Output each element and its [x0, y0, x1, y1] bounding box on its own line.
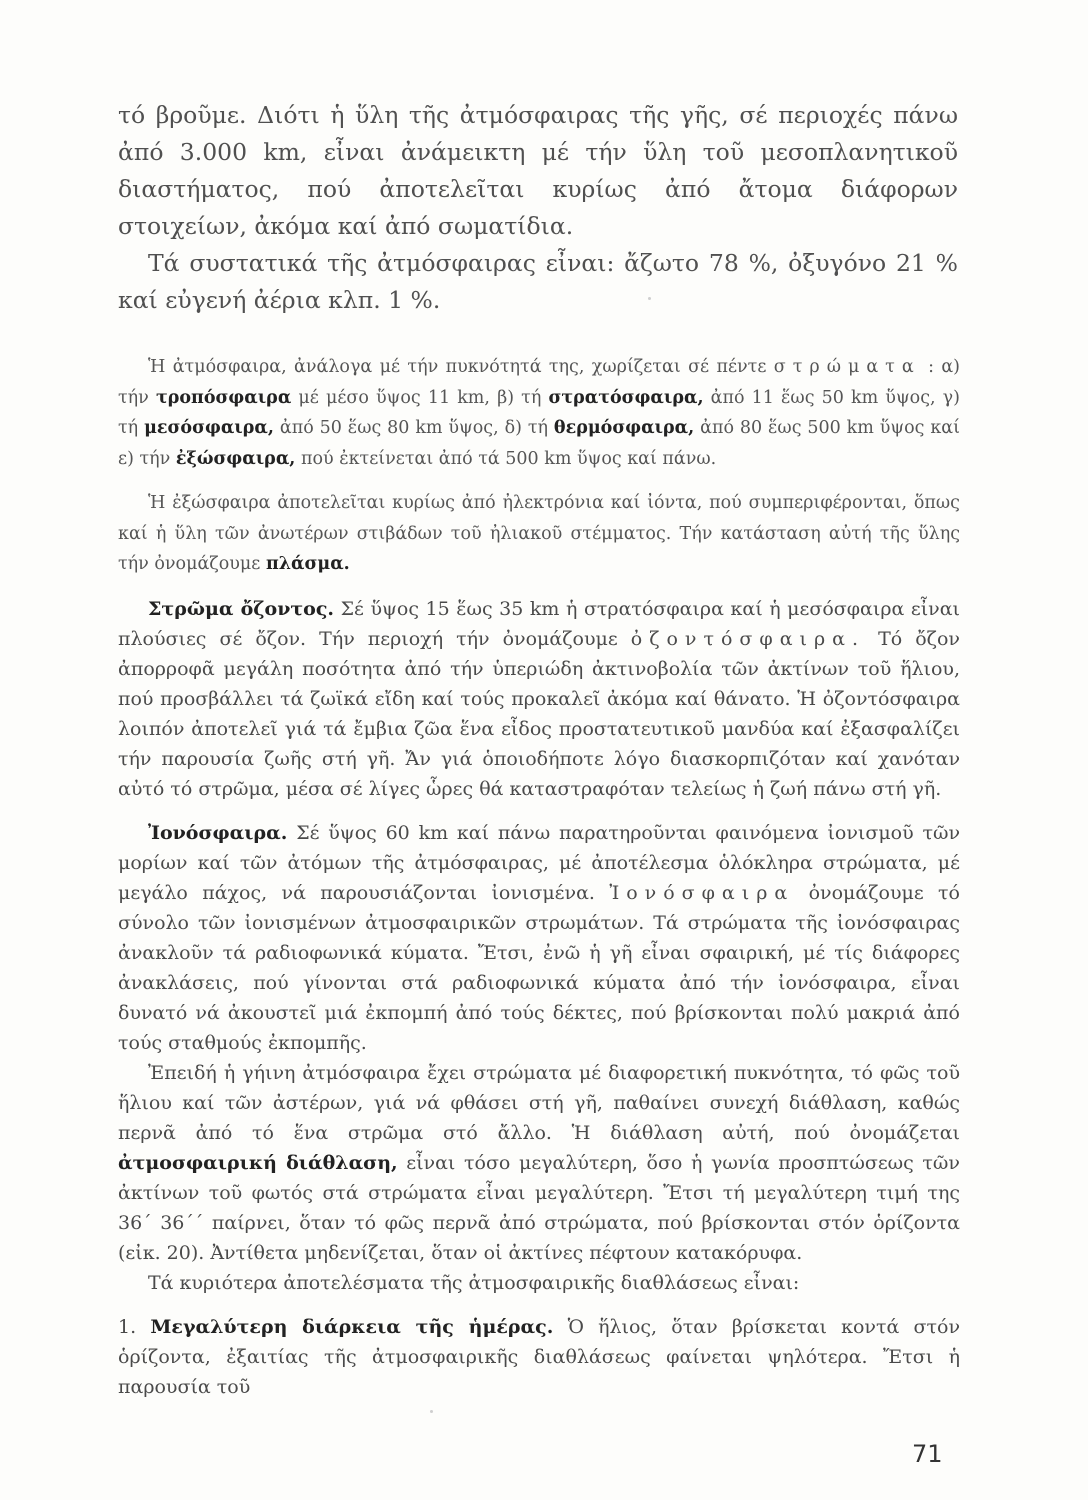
ionosphere-term: Ἰονόσφαιρα — [609, 881, 795, 904]
effect-1-heading: Μεγαλύτερη διάρκεια τῆς ἡμέρας. — [150, 1315, 554, 1338]
exosphere-paragraph: Ἡ ἐξώσφαιρα ἀποτελεῖται κυρίως ἀπό ἠλεκτρόνια καί ἰόντα, πού συμπεριφέρονται, ὅπως καί ἡ ὕλη τῶν ἀνωτέρων στιβάδων τοῦ ἠλιακοῦ στέμματος. Τήν κατάσταση αὐτή τῆς ὕλης τήν ὀνομάζουμε πλάσμα. — [118, 493, 960, 574]
plasma-term: πλάσμα. — [265, 554, 350, 574]
effects-intro: Τά κυριότερα ἀποτελέσματα τῆς ἀτμοσφαιρικῆς διαθλάσεως εἶναι: — [148, 1271, 800, 1294]
exosphere-term: ἐξώσφαιρα, — [175, 448, 296, 469]
composition-paragraph: Τά συστατικά τῆς ἀτμόσφαιρας εἶναι: ἄζωτο 78 %, ὀξυγόνο 21 % καί εὐγενή ἀέρια κλπ. 1 %. — [118, 249, 958, 314]
scan-speck — [430, 1410, 433, 1413]
strata-term: στρώματα — [773, 357, 921, 377]
ozone-paragraph: Στρῶμα ὄζοντος. Σέ ὕψος 15 ἕως 35 km ἡ στρατόσφαιρα καί ἡ μεσόσφαιρα εἶναι πλούσιες σέ ὄζον. Τήν περιοχή τήν ὀνομάζουμε ὀζοντόσφαιρα. Τό ὄζον ἀπορροφᾶ μεγάλη ποσότητα ἀπό τήν ὑπεριώδη ἀκτινοβολία τῶν ἀκτίνων τοῦ ἥλιου, πού προσβάλλει τά ζωϊκά εἴδη καί τούς προκαλεῖ ἀκόμα καί θάνατο. Ἡ ὀζοντόσφαιρα λοιπόν ἀποτελεῖ γιά τά ἔμβια ζῶα ἕνα εἶδος προστατευτικοῦ μανδύα καί ἐξασφαλίζει τήν παρουσία ζωῆς στή γῆ. Ἄν γιά ὁποιοδήποτε λόγο διασκορπιζόταν καί χανόταν αὐτό τό στρῶμα, μέσα σέ λίγες ὧρες θά καταστραφόταν τελείως ἡ ζωή πάνω στή γῆ. — [118, 597, 961, 800]
main-text — [118, 352, 960, 1402]
refraction-term: ἀτμοσφαιρική διάθλαση, — [118, 1151, 398, 1174]
refraction-paragraph: Ἐπειδή ἡ γήινη ἀτμόσφαιρα ἔχει στρώματα μέ διαφορετική πυκνότητα, τό φῶς τοῦ ἥλιου καί τῶν ἀστέρων, γιά νά φθάσει στή γῆ, παθαίνει συνεχή διάθλαση, καθώς περνᾶ ἀπό τό ἕνα στρῶμα στό ἄλλο. Ἡ διάθλαση αὐτή, πού ὀνομάζεται ἀτμοσφαιρική διάθλαση, εἶναι τόσο μεγαλύτερη, ὅσο ἡ γωνία προσπτώσεως τῶν ἀκτίνων τοῦ φωτός στά στρώματα εἶναι μεγαλύτερη. Ἔτσι τή μεγαλύτερη τιμή της 36΄ 36΄΄ παίρνει, ὅταν τό φῶς περνᾶ ἀπό στρώματα, πού βρίσκονται στόν ὁρίζοντα (εἰκ. 20). Ἀντίθετα μηδενίζεται, ὅταν οἱ ἀκτίνες πέφτουν κατακόρυφα. — [118, 1061, 960, 1264]
intro-section — [118, 97, 958, 319]
ionosphere-paragraph: Ἰονόσφαιρα. Σέ ὕψος 60 km καί πάνω παρατηροῦνται φαινόμενα ἰονισμοῦ τῶν μορίων καί τῶν ἀτόμων τῆς ἀτμόσφαιρας, μέ ἀποτέλεσμα ὁλόκληρα στρώματα, μέ μεγάλο πάχος, νά παρουσιάζονται ἰονισμένα. Ἰονόσφαιρα ὀνομάζουμε τό σύνολο τῶν ἰονισμένων ἀτμοσφαιρικῶν στρωμάτων. Τά στρώματα τῆς ἰονόσφαιρας ἀνακλοῦν τά ραδιοφωνικά κύματα. Ἔτσι, ἐνῶ ἡ γῆ εἶναι σφαιρική, μέ τίς διάφορες ἀνακλάσεις, πού γίνονται στά ραδιοφωνικά κύματα ἀπό τήν ἰονόσφαιρα, εἶναι δυνατό νά ἀκουστεῖ μιά ἐκπομπή ἀπό τούς δέκτες, πού βρίσκονται πολύ μακριά ἀπό τούς σταθμούς ἐκπομπῆς. — [118, 821, 961, 1054]
ozone-heading: Στρῶμα ὄζοντος. — [148, 597, 335, 620]
layers-paragraph: Ἡ ἀτμόσφαιρα, ἀνάλογα μέ τήν πυκνότητά της, χωρίζεται σέ πέντε στρώματα : α) τήν τροπόσφαιρα μέ μέσο ὕψος 11 km, β) τή στρατόσφαιρα, ἀπό 11 ἕως 50 km ὕψος, γ) τή μεσόσφαιρα, ἀπό 50 ἕως 80 km ὕψος, δ) τή θερμόσφαιρα, ἀπό 80 ἕως 500 km ὕψος καί ε) τήν ἐξώσφαιρα, πού ἐκτείνεται ἀπό τά 500 km ὕψος καί πάνω. — [118, 357, 960, 469]
page-number: 71 — [912, 1440, 943, 1468]
thermosphere-term: θερμόσφαιρα, — [553, 418, 695, 438]
effect-item-1: 1. Μεγαλύτερη διάρκεια τῆς ἡμέρας. Ὁ ἥλιος, ὅταν βρίσκεται κοντά στόν ὁρίζοντα, ἐξαιτίας τῆς ἀτμοσφαιρικῆς διαθλάσεως φαίνεται ψηλότερα. Ἔτσι ἡ παρουσία τοῦ — [118, 1315, 960, 1398]
intro-paragraph-1: τό βροῦμε. Διότι ἡ ὕλη τῆς ἀτμόσφαιρας τῆς γῆς, σέ περιοχές πάνω ἀπό 3.000 km, εἶναι ἀνάμεικτη μέ τήν ὕλη τοῦ μεσοπλανητικοῦ διαστήματος, πού ἀποτελεῖται κυρίως ἀπό ἄτομα διάφορων στοιχείων, ἀκόμα καί ἀπό σωματίδια. — [118, 101, 958, 240]
scan-speck — [648, 297, 651, 300]
troposphere-term: τροπόσφαιρα — [155, 387, 292, 408]
ozonosphere-term: ὀζοντόσφαιρα. — [630, 627, 866, 650]
mesosphere-term: μεσόσφαιρα, — [144, 418, 274, 438]
ionosphere-heading: Ἰονόσφαιρα. — [148, 821, 288, 844]
stratosphere-term: στρατόσφαιρα, — [548, 387, 704, 408]
